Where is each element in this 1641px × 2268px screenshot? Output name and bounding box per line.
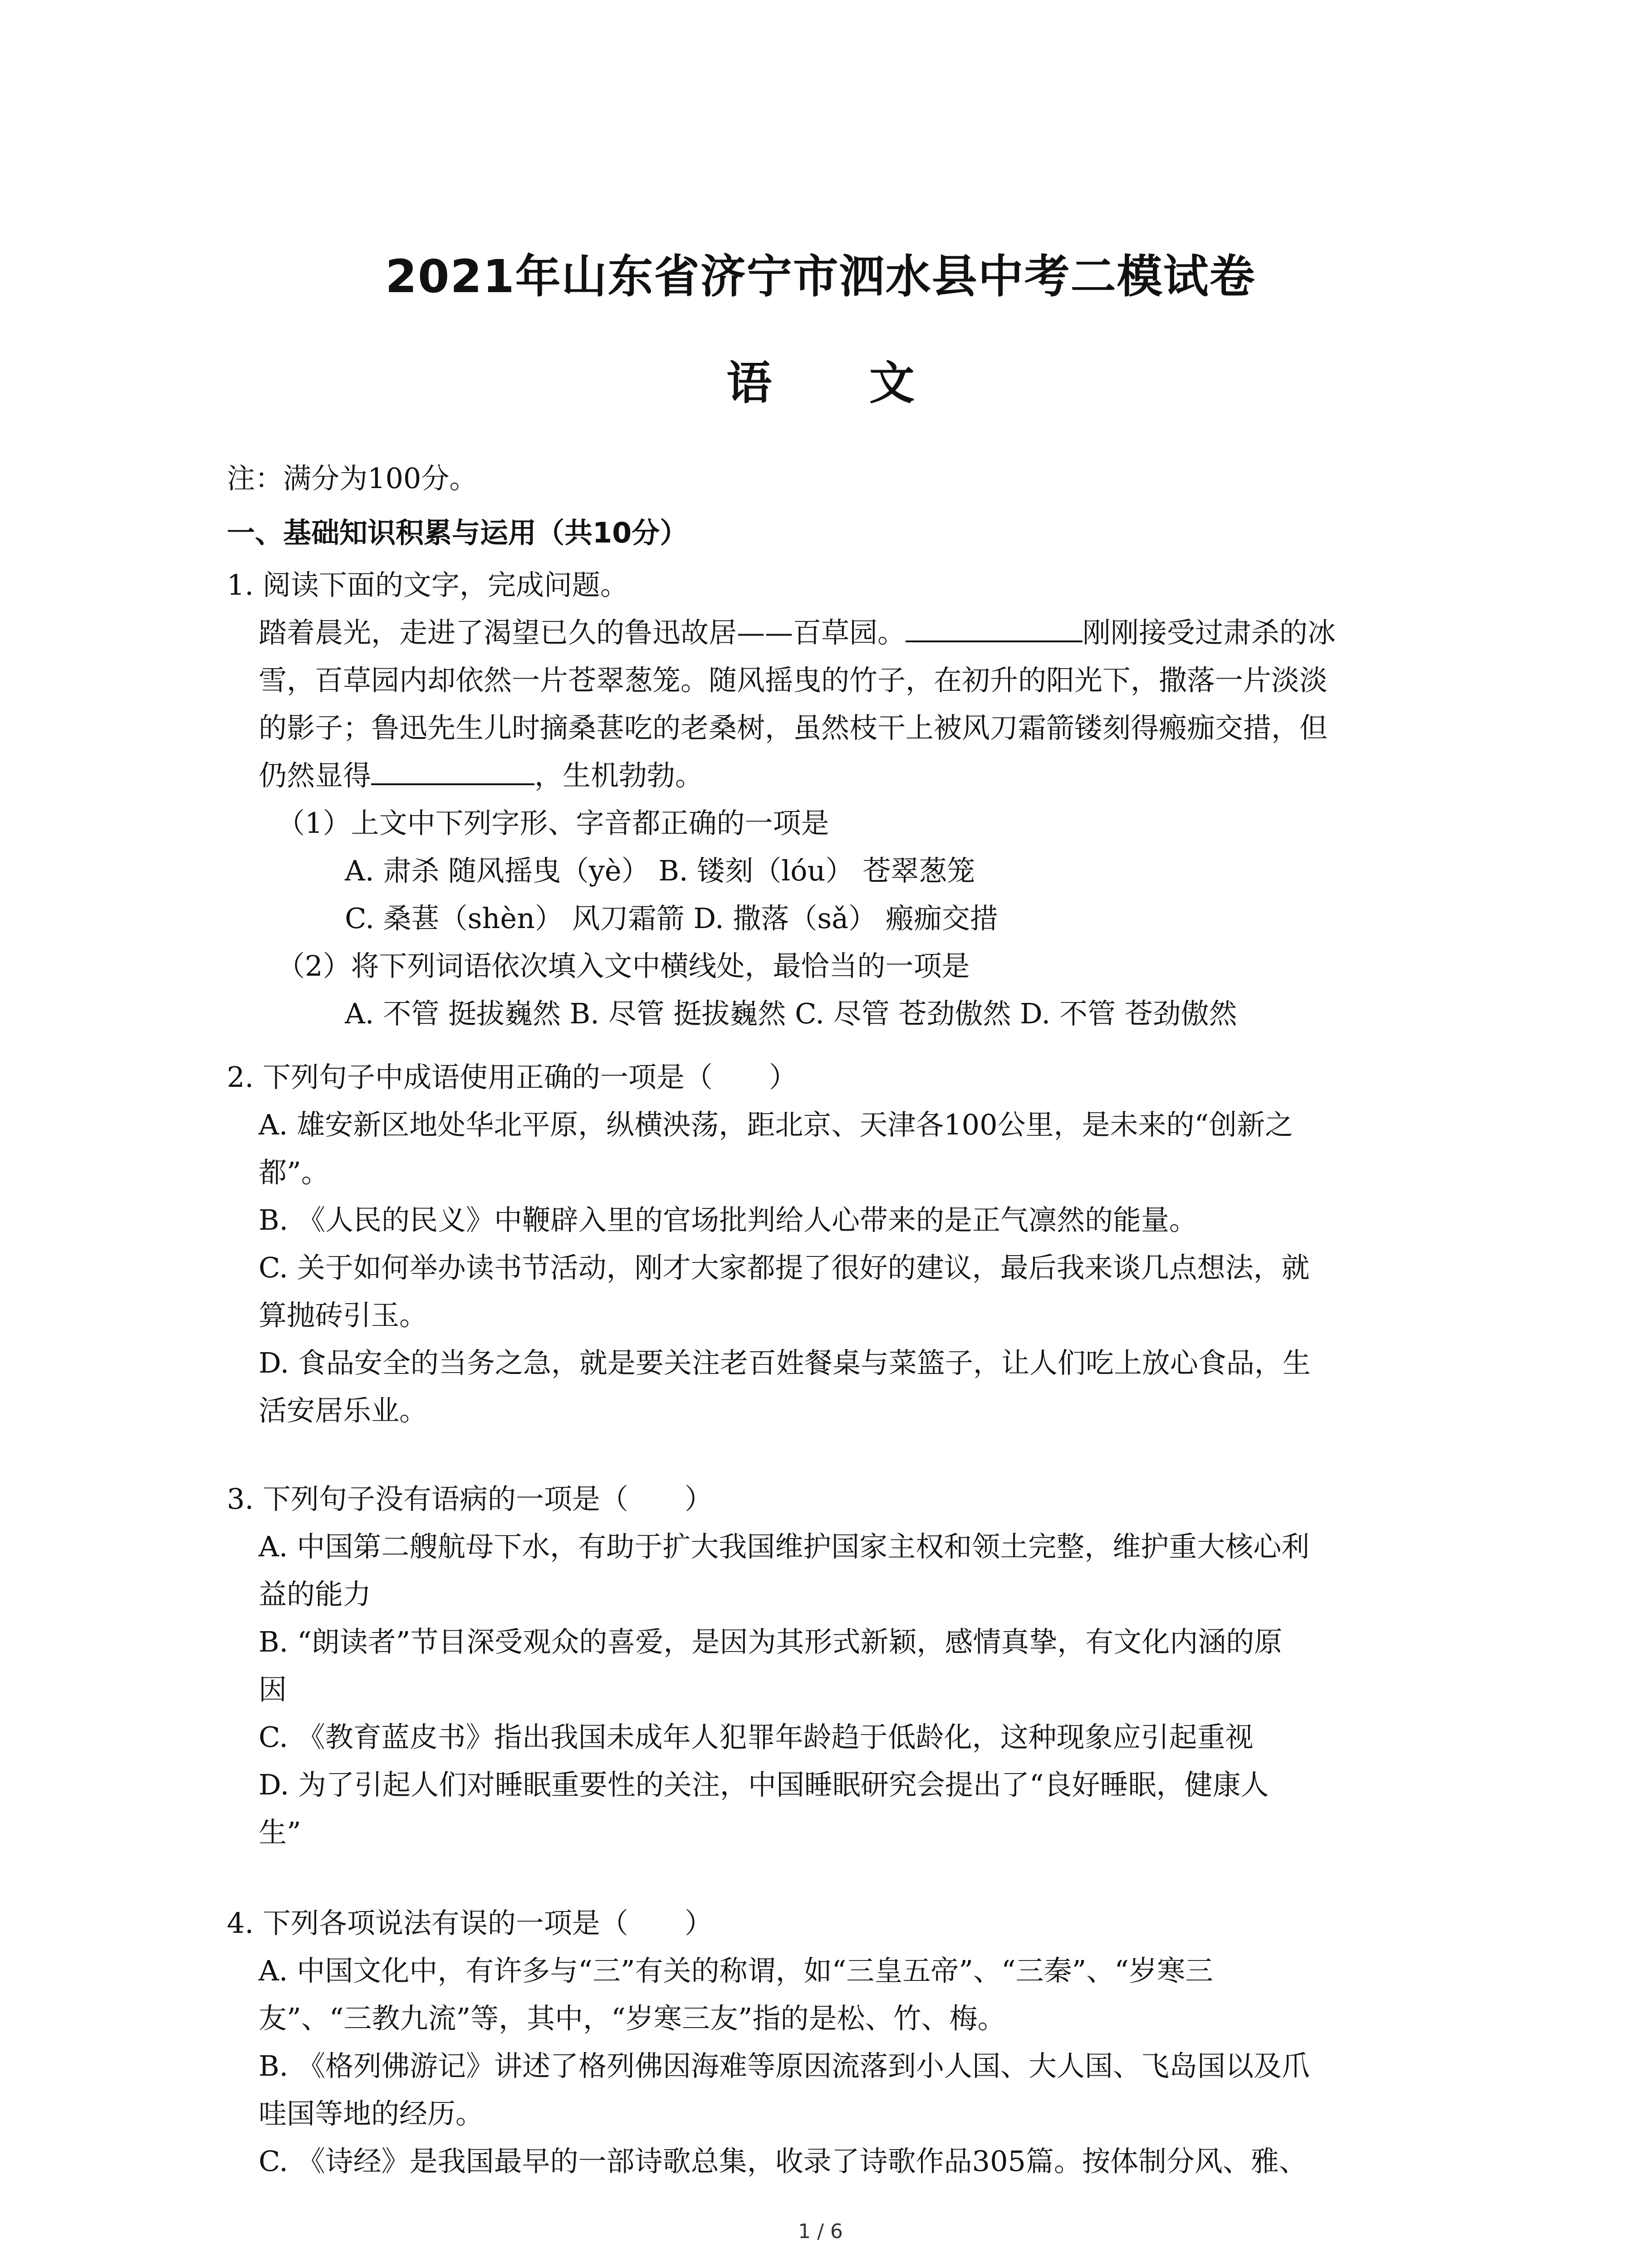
passage-line bbox=[259, 753, 703, 798]
question-1-stem: 1. 阅读下面的文字，完成问题。 bbox=[227, 568, 628, 601]
option-line: A. 肃杀 随风摇曳（yè） B. 镂刻（lóu） 苍翠葱笼 bbox=[345, 854, 975, 887]
option-line: B. “朗读者”节目深受观众的喜爱，是因为其形式新颖，感情真挚，有文化内涵的原 bbox=[259, 1625, 1283, 1658]
passage-line bbox=[259, 610, 1336, 655]
option-line: 哇国等地的经历。 bbox=[259, 2097, 484, 2130]
passage-text: 踏着晨光，走进了渴望已久的鲁迅故居——百草园。 bbox=[259, 616, 906, 649]
option-line: C. 《教育蓝皮书》指出我国未成年人犯罪年龄趋于低龄化，这种现象应引起重视 bbox=[259, 1721, 1254, 1754]
option-line: D. 食品安全的当务之急，就是要关注老百姓餐桌与菜篮子，让人们吃上放心食品，生 bbox=[259, 1346, 1311, 1379]
exam-title: 2021年山东省济宁市泗水县中考二模试卷 bbox=[385, 250, 1256, 303]
option-line: A. 中国文化中，有许多与“三”有关的称谓，如“三皇五帝”、“三秦”、“岁寒三 bbox=[259, 1954, 1214, 1987]
passage-line: 雪，百草园内却依然一片苍翠葱笼。随风摇曳的竹子，在初升的阳光下，撒落一片淡淡 bbox=[259, 664, 1328, 697]
option-line: 活安居乐业。 bbox=[259, 1394, 428, 1427]
question-4-stem: 4. 下列各项说法有误的一项是（ ） bbox=[227, 1906, 713, 1940]
option-line: D. 为了引起人们对睡眠重要性的关注，中国睡眠研究会提出了“良好睡眠，健康人 bbox=[259, 1768, 1269, 1801]
fill-blank-2 bbox=[371, 755, 534, 785]
exam-subject: 语 文 bbox=[726, 357, 955, 410]
option-line: C. 《诗经》是我国最早的一部诗歌总集，收录了诗歌作品305篇。按体制分风、雅、 bbox=[259, 2145, 1307, 2178]
score-note: 注：满分为100分。 bbox=[227, 462, 478, 495]
option-line: A. 雄安新区地处华北平原，纵横泱荡，距北京、天津各100公里，是未来的“创新之 bbox=[259, 1108, 1293, 1141]
question-3-stem: 3. 下列句子没有语病的一项是（ ） bbox=[227, 1482, 713, 1515]
option-line: A. 不管 挺拔巍然 B. 尽管 挺拔巍然 C. 尽管 苍劲傲然 D. 不管 苍劲傲然 bbox=[345, 997, 1237, 1030]
option-line: 友”、“三教九流”等，其中，“岁寒三友”指的是松、竹、梅。 bbox=[259, 2002, 1006, 2035]
option-line: 生” bbox=[259, 1816, 301, 1849]
page-number: 1 / 6 bbox=[798, 2220, 843, 2243]
option-line: C. 桑葚（shèn） 风刀霜箭 D. 撒落（sǎ） 瘢痂交措 bbox=[345, 902, 998, 935]
question-2-stem: 2. 下列句子中成语使用正确的一项是（ ） bbox=[227, 1061, 797, 1094]
option-line: B. 《格列佛游记》讲述了格列佛因海难等原因流落到小人国、大人国、飞岛国以及爪 bbox=[259, 2049, 1310, 2082]
option-line: C. 关于如何举办读书节活动，刚才大家都提了很好的建议，最后我来谈几点想法，就 bbox=[259, 1251, 1310, 1284]
option-line: A. 中国第二艘航母下水，有助于扩大我国维护国家主权和领土完整，维护重大核心利 bbox=[259, 1530, 1310, 1563]
passage-line: 的影子；鲁迅先生儿时摘桑葚吃的老桑树，虽然枝干上被风刀霜箭镂刻得瘢痂交措，但 bbox=[259, 711, 1328, 744]
passage-text: ，生机勃勃。 bbox=[534, 759, 704, 792]
passage-text: 仍然显得 bbox=[259, 759, 372, 792]
fill-blank-1 bbox=[906, 612, 1083, 642]
option-line: 算抛砖引玉。 bbox=[259, 1299, 428, 1332]
section-heading: 一、基础知识积累与运用（共10分） bbox=[227, 516, 688, 549]
option-line: 因 bbox=[259, 1673, 287, 1706]
passage-text: 刚刚接受过肃杀的冰 bbox=[1083, 616, 1336, 649]
sub-question-1: （1）上文中下列字形、字音都正确的一项是 bbox=[277, 807, 829, 840]
sub-question-2: （2）将下列词语依次填入文中横线处，最恰当的一项是 bbox=[277, 949, 970, 982]
option-line: 益的能力 bbox=[259, 1578, 372, 1611]
option-line: B. 《人民的民义》中鞭辟入里的官场批判给人心带来的是正气凛然的能量。 bbox=[259, 1203, 1197, 1237]
option-line: 都”。 bbox=[259, 1156, 329, 1189]
